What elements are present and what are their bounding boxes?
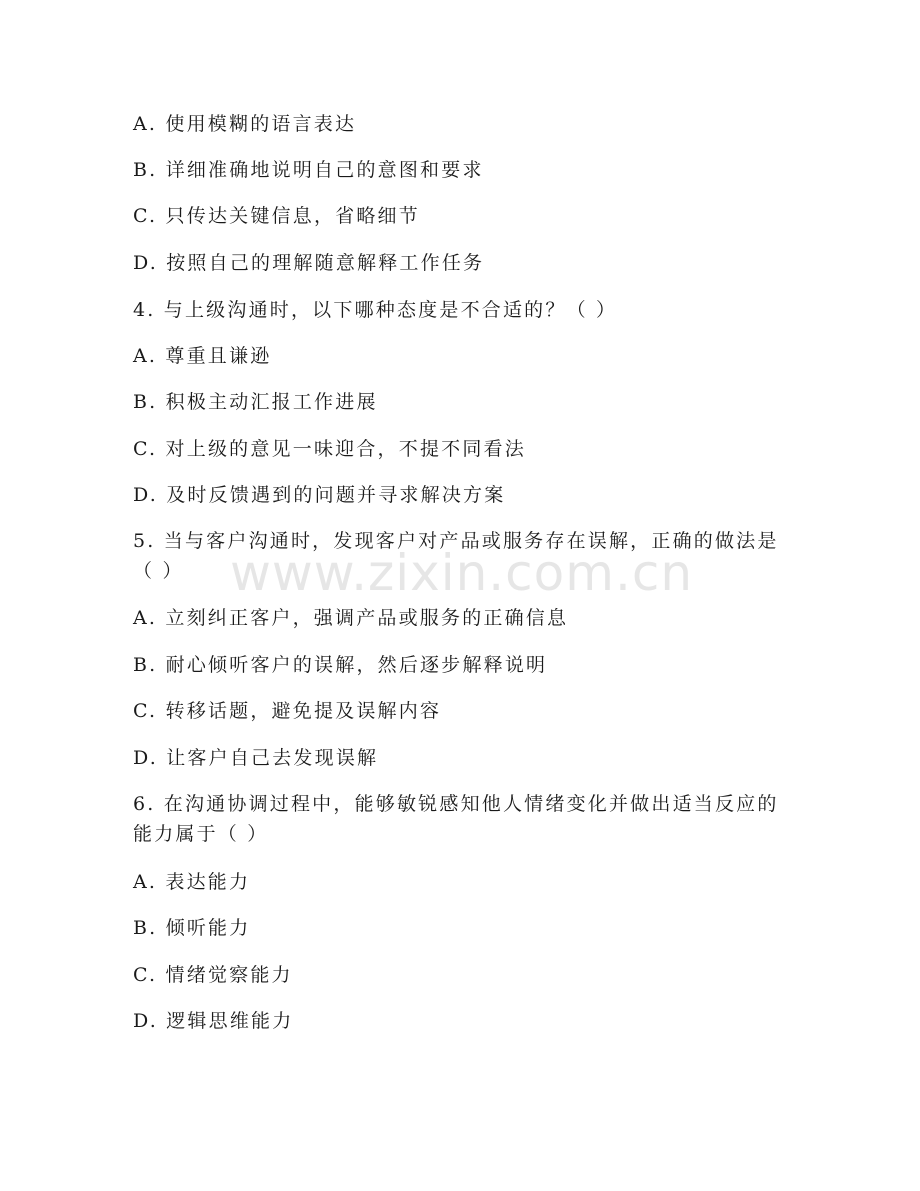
watermark: www.zixin.com.cn [230,544,694,602]
question-6-option-c: C. 情绪觉察能力 [133,964,293,986]
question-5-option-c: C. 转移话题，避免提及误解内容 [133,700,442,722]
question-5-option-d: D. 让客户自己去发现误解 [133,747,379,769]
question-6-option-d: D. 逻辑思维能力 [133,1010,294,1032]
question-5-option-b: B. 耐心倾听客户的误解，然后逐步解释说明 [133,654,548,676]
question-4-option-a: A. 尊重且谦逊 [133,345,272,367]
option-c-prev-question: C. 只传达关键信息，省略细节 [133,205,420,227]
question-6-option-a: A. 表达能力 [133,871,251,893]
option-b-prev-question: B. 详细准确地说明自己的意图和要求 [133,159,484,181]
option-d-prev-question: D. 按照自己的理解随意解释工作任务 [133,252,485,274]
question-6-option-b: B. 倾听能力 [133,917,251,939]
question-6: 6. 在沟通协调过程中，能够敏锐感知他人情绪变化并做出适当反应的能力属于（ ） [133,793,779,845]
question-4-option-c: C. 对上级的意见一味迎合，不提不同看法 [133,438,526,460]
option-a-prev-question: A. 使用模糊的语言表达 [133,113,357,135]
question-4-option-d: D. 及时反馈遇到的问题并寻求解决方案 [133,484,506,506]
question-5-option-a: A. 立刻纠正客户，强调产品或服务的正确信息 [133,607,569,629]
question-5: 5. 当与客户沟通时，发现客户对产品或服务存在误解，正确的做法是（ ） [133,530,779,582]
question-4: 4. 与上级沟通时，以下哪种态度是不合适的？（ ） [133,299,618,321]
question-4-option-b: B. 积极主动汇报工作进展 [133,391,378,413]
